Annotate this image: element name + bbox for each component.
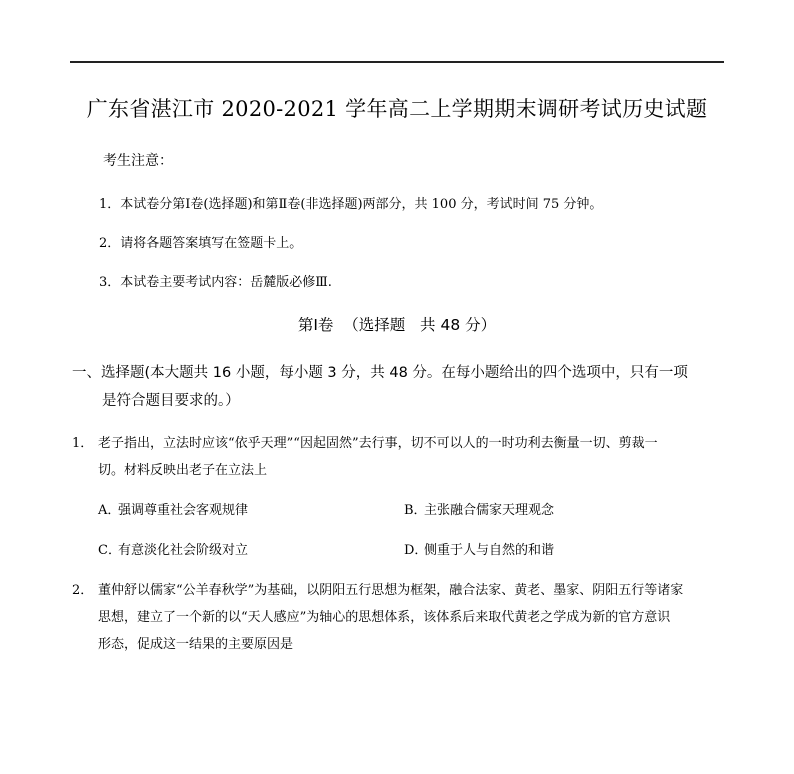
option-text: 有意淡化社会阶级对立: [118, 543, 249, 558]
question-text-continued: 思想，建立了一个新的以“天人感应”为轴心的思想体系，该体系后来取代黄老之学成为新的官方意识: [98, 610, 671, 625]
part-instructions-line1: 一、选择题(本大题共 16 小题，每小题 3 分，共 48 分。在每小题给出的四个选项中，只有一项: [72, 365, 688, 381]
option-letter: B．: [404, 503, 427, 518]
notice-item: 3．本试卷主要考试内容：岳麓版必修Ⅲ.: [99, 275, 332, 290]
option-d: [404, 539, 554, 558]
notice-item: 2．请将各题答案填写在签题卡上。: [99, 236, 303, 251]
question-2: [72, 579, 683, 598]
option-letter: D．: [404, 543, 428, 558]
option-a: [98, 499, 248, 518]
part-instructions: [72, 359, 732, 415]
section-title: 第Ⅰ卷 （选择题 共 48 分）: [297, 316, 497, 334]
option-text: 侧重于人与自然的和谐: [424, 543, 555, 558]
question-number: 2．: [72, 583, 94, 598]
question-text-continued: 形态，促成这一结果的主要原因是: [98, 637, 294, 652]
notice-item: 1．本试卷分第Ⅰ卷(选择题)和第Ⅱ卷(非选择题)两部分，共 100 分，考试时间 75 分钟。: [99, 197, 603, 212]
option-c: [98, 539, 248, 558]
question-text: 董仲舒以儒家“公羊春秋学”为基础，以阴阳五行思想为框架，融合法家、黄老、墨家、阴阳五行等诸家: [98, 583, 684, 598]
option-letter: C．: [98, 543, 121, 558]
question-number: 1．: [72, 436, 94, 451]
option-text: 主张融合儒家天理观念: [424, 503, 555, 518]
option-text: 强调尊重社会客观规律: [118, 503, 249, 518]
part-instructions-line2: 是符合题目要求的。）: [102, 393, 240, 409]
question-1: [72, 432, 658, 451]
notice-heading: 考生注意：: [103, 153, 173, 169]
option-letter: A．: [98, 503, 121, 518]
option-b: [404, 499, 554, 518]
question-text: 老子指出，立法时应该“依乎天理”“因起固然”去行事，切不可以人的一时功利去衡量一切、剪裁一: [98, 436, 658, 451]
header-rule: [70, 61, 724, 63]
page-title: 广东省湛江市 2020-2021 学年高二上学期期末调研考试历史试题: [86, 97, 708, 121]
question-text-continued: 切。材料反映出老子在立法上: [98, 463, 268, 478]
